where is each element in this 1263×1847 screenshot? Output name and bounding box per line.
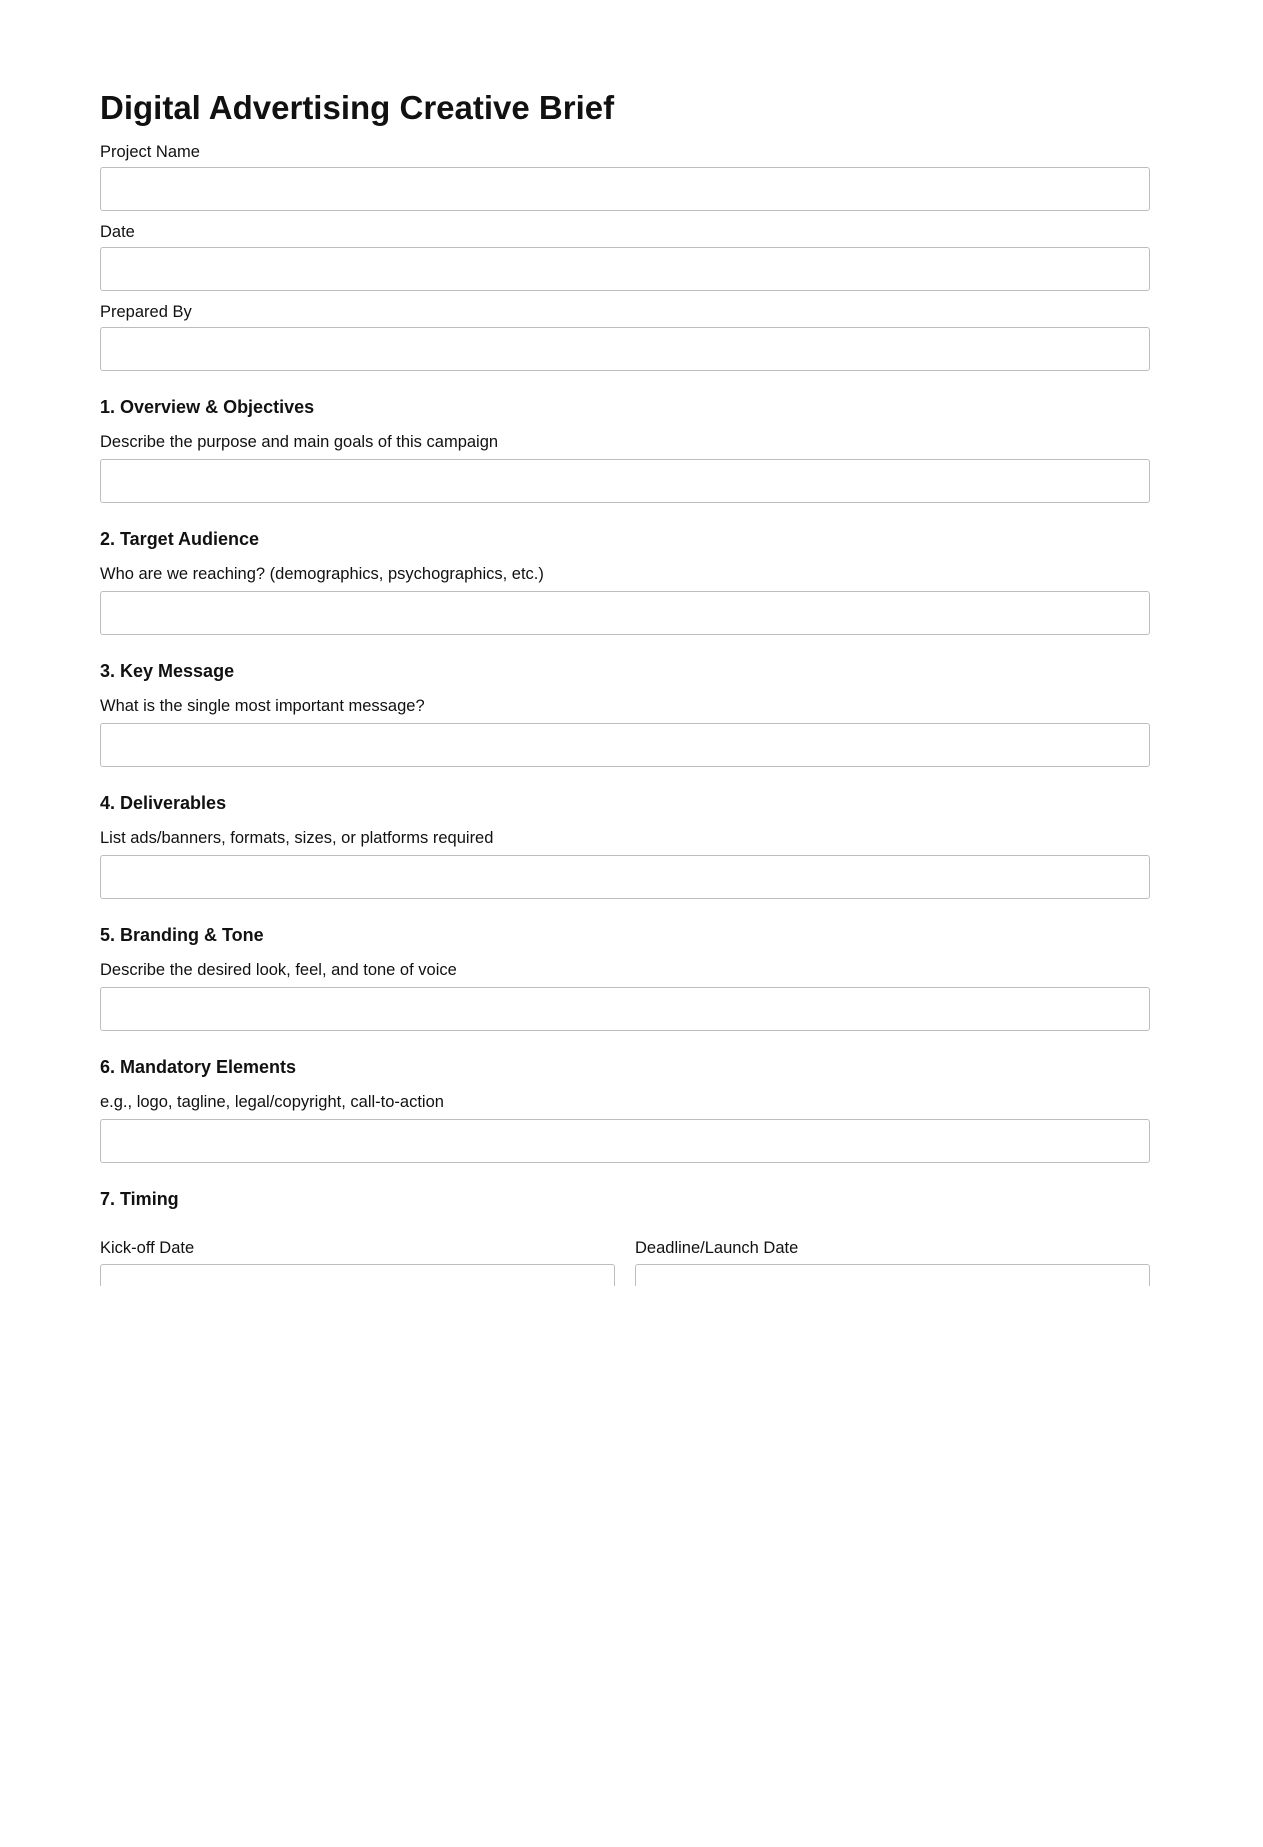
section-heading-deliverables: 4. Deliverables	[100, 793, 227, 813]
overview-input[interactable]	[100, 459, 1150, 503]
section-description-target-audience: Who are we reaching? (demographics, psychographics, etc.)	[100, 565, 544, 583]
section-heading-target-audience: 2. Target Audience	[100, 529, 260, 549]
timing-row	[100, 1238, 1150, 1286]
section-description-mandatory-elements: e.g., logo, tagline, legal/copyright, call-to-action	[100, 1093, 444, 1111]
section-heading-mandatory-elements: 6. Mandatory Elements	[100, 1057, 297, 1077]
project-name-label: Project Name	[100, 143, 200, 161]
deadline-column	[635, 1238, 1150, 1286]
section-description-branding-tone: Describe the desired look, feel, and tone of voice	[100, 961, 457, 979]
mandatory-elements-input[interactable]	[100, 1119, 1150, 1163]
section-description-overview: Describe the purpose and main goals of this campaign	[100, 433, 499, 451]
page-title: Digital Advertising Creative Brief	[100, 89, 615, 126]
kickoff-date-label: Kick-off Date	[100, 1239, 195, 1257]
section-heading-overview: 1. Overview & Objectives	[100, 397, 315, 417]
date-label: Date	[100, 223, 135, 241]
prepared-by-label: Prepared By	[100, 303, 192, 321]
section-description-key-message: What is the single most important message?	[100, 697, 425, 715]
section-heading-timing: 7. Timing	[100, 1189, 179, 1209]
kickoff-date-input[interactable]	[100, 1264, 615, 1286]
section-description-deliverables: List ads/banners, formats, sizes, or platforms required	[100, 829, 494, 847]
deliverables-input[interactable]	[100, 855, 1150, 899]
section-heading-key-message: 3. Key Message	[100, 661, 235, 681]
target-audience-input[interactable]	[100, 591, 1150, 635]
deadline-date-input[interactable]	[635, 1264, 1150, 1286]
date-input[interactable]	[100, 247, 1150, 291]
kickoff-column	[100, 1238, 615, 1286]
key-message-input[interactable]	[100, 723, 1150, 767]
project-name-input[interactable]	[100, 167, 1150, 211]
creative-brief-form	[100, 90, 1150, 1286]
prepared-by-input[interactable]	[100, 327, 1150, 371]
branding-tone-input[interactable]	[100, 987, 1150, 1031]
deadline-date-label: Deadline/Launch Date	[635, 1239, 799, 1257]
section-heading-branding-tone: 5. Branding & Tone	[100, 925, 264, 945]
